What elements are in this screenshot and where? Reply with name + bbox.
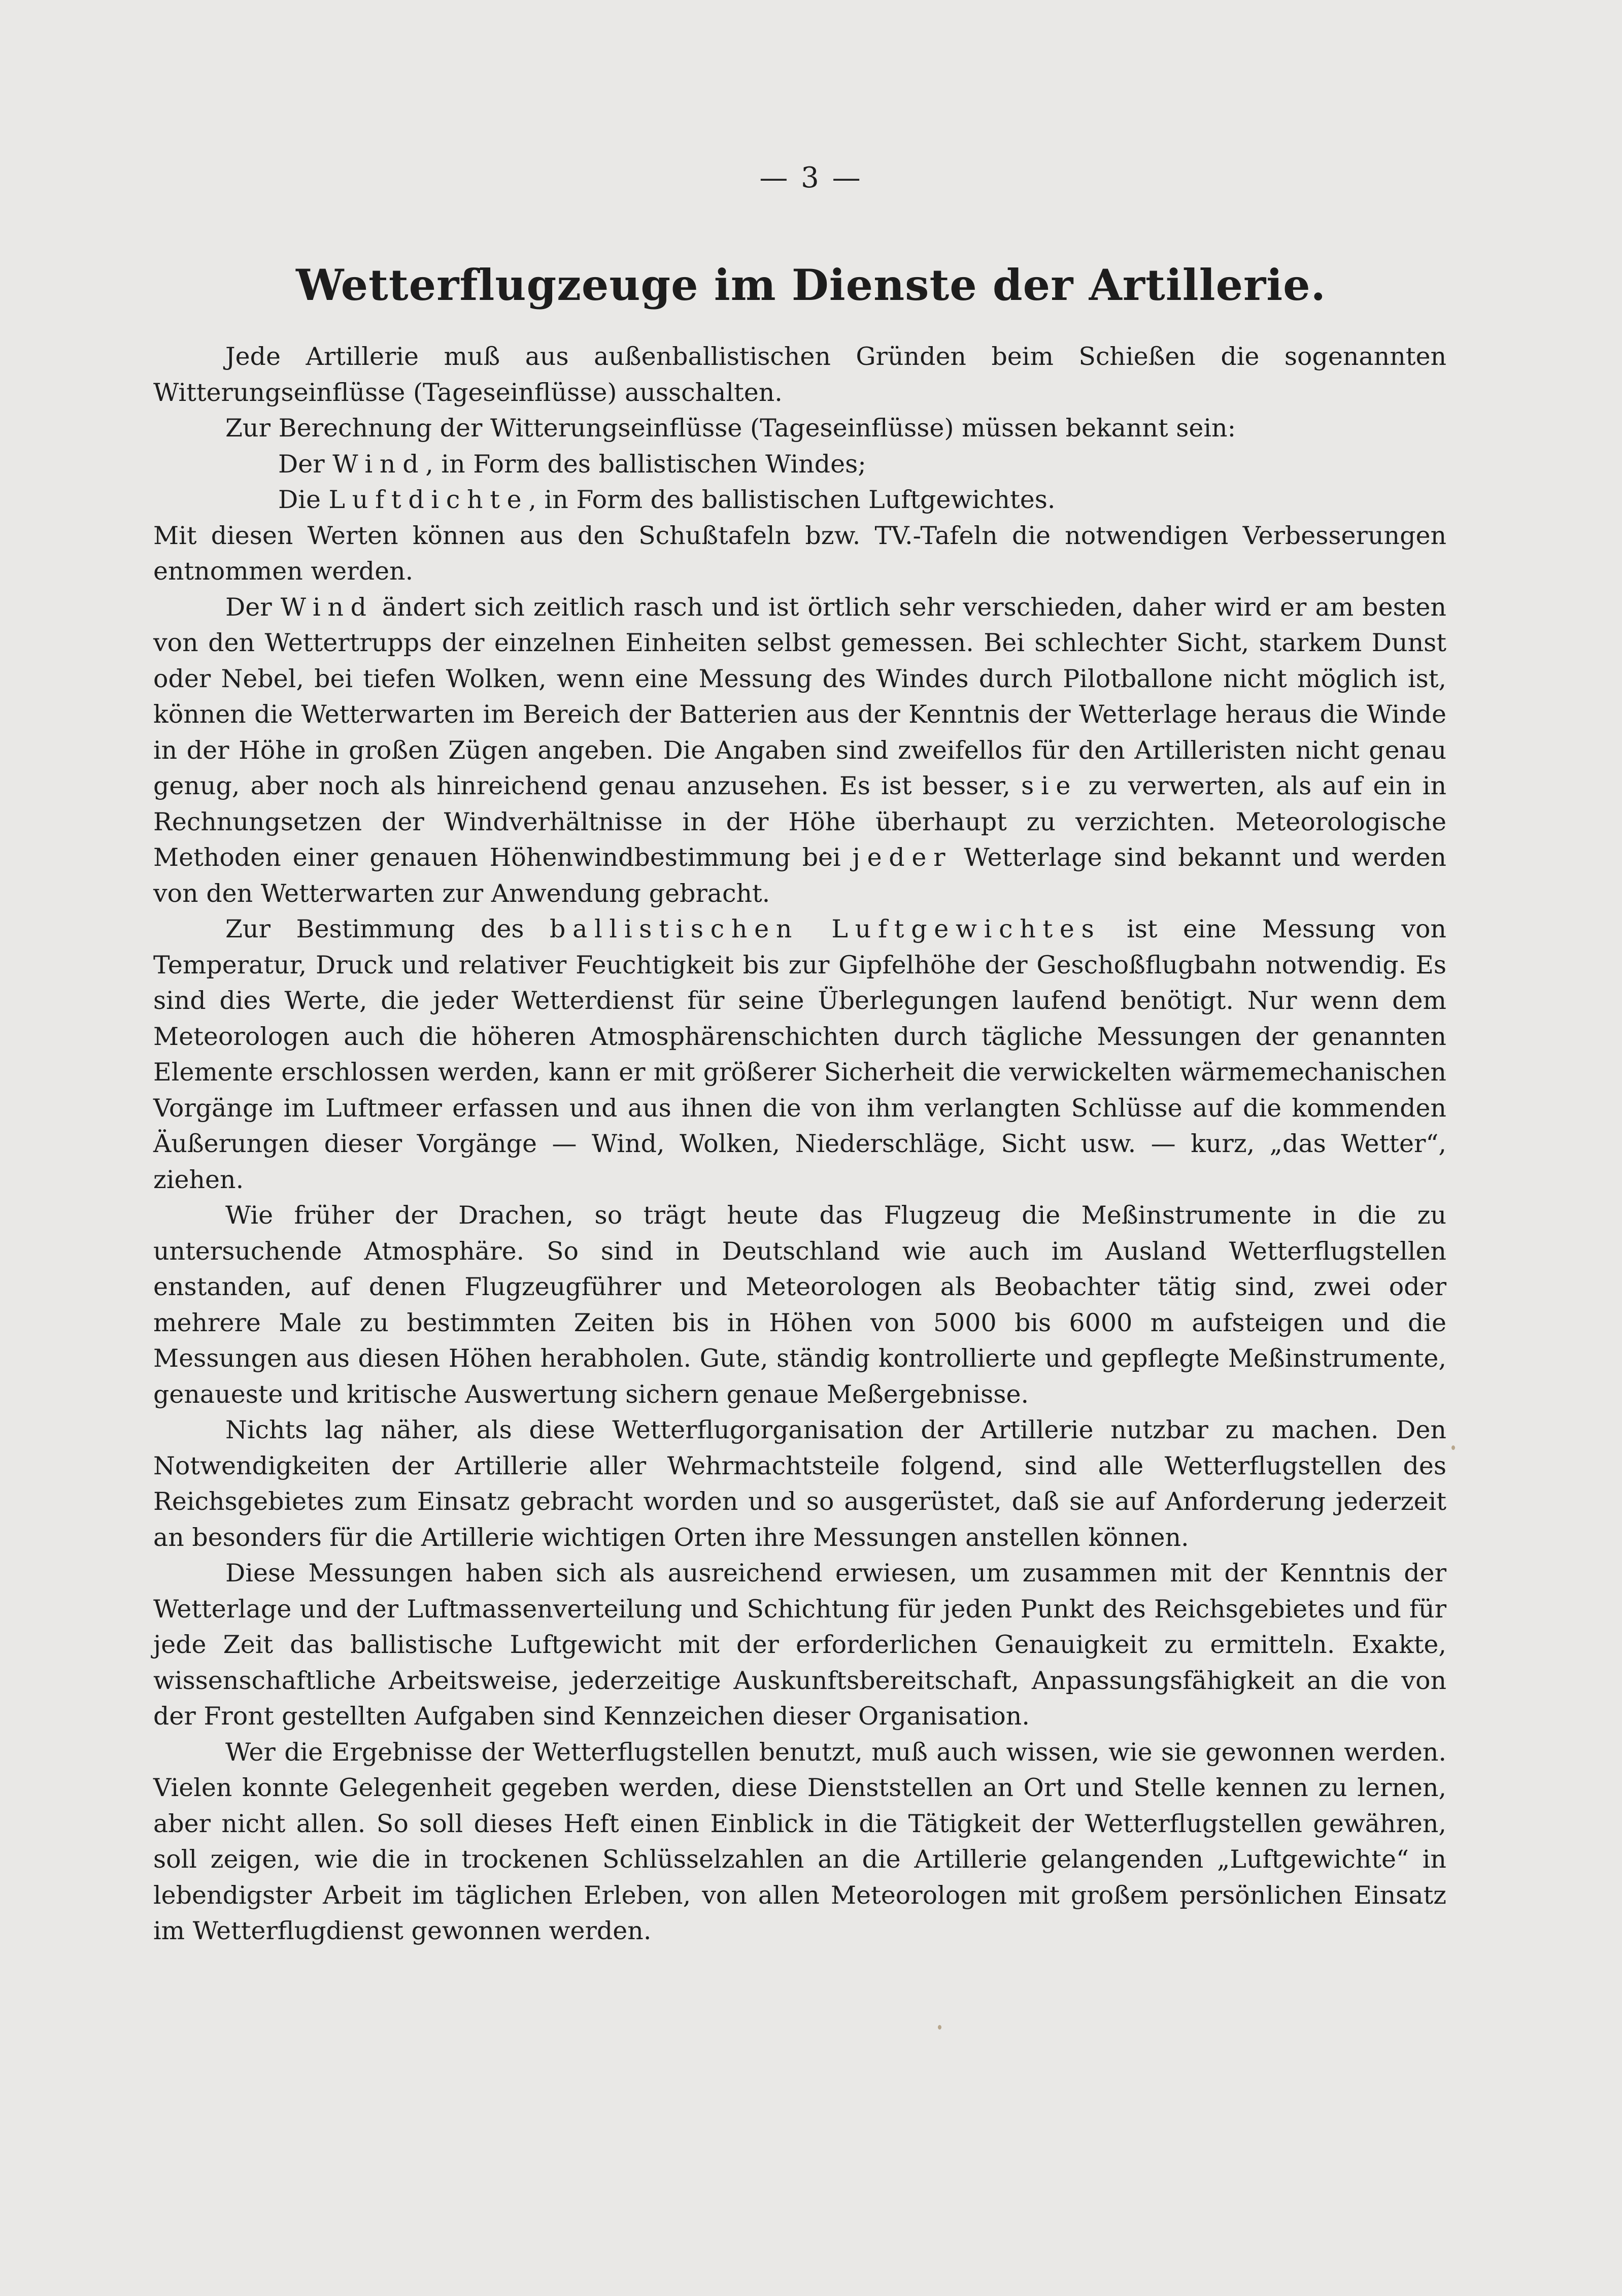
text-run: Der [225,592,281,622]
paper-speck [938,2025,941,2030]
text-run: Nichts lag näher, als diese Wetterflugorganisation der Artillerie nutzbar zu machen. Den Notwendigkeiten der Artillerie aller Wehrmachtsteile folgend, sind alle Wetterflugstellen des Reichsgebietes zum Einsatz gebracht worden und so ausgerüstet, daß sie auf Anforderung jederzeit an besonders für die Artillerie wichtigen Orten ihre Messungen anstellen können. [153,1415,1446,1552]
text-run: Die [278,485,329,514]
text-run: Diese Messungen haben sich als ausreichend erwiesen, um zusammen mit der Kenntnis der Wetterlage und der Luftmassenverteilung und Schichtung für jeden Punkt des Reichsgebietes und für jede Zeit das ballistische Luftgewicht mit der erforderlichen Genauigkeit zu ermitteln. Exakte, wissenschaftliche Arbeitsweise, jederzeitige Auskunftsbereitschaft, Anpassungsfähigkeit an die von der Front gestellten Aufgaben sind Kennzeichen dieser Organisation. [153,1559,1446,1731]
text-run: zu verwerten, als auf ein in Rechnungsetzen der Windverhältnisse in der Höhe überhaupt zu verzichten. Meteorologische Methoden einer genauen Höhenwindbestimmung bei [153,771,1446,872]
list-item [153,482,1446,518]
paragraph [153,1735,1446,1949]
text-run: , in Form des ballistischen Luftgewichtes. [528,485,1056,514]
page-title: Wetterflugzeuge im Dienste der Artillerie. [296,260,1326,310]
emphasized-term: ballistischen Luftgewichtes [550,915,1101,943]
paragraph [153,411,1446,447]
emphasized-term: Wind [280,592,374,622]
text-run: Mit diesen Werten können aus den Schußtafeln bzw. TV.-Tafeln die notwendigen Verbesserungen entnommen werden. [153,521,1446,586]
text-run: Zur Berechnung der Witterungseinflüsse (Tageseinflüsse) müssen bekannt sein: [225,414,1236,443]
paragraph [153,518,1446,590]
emphasized-term: Luftdichte [328,485,529,514]
emphasized-term: Wind [332,449,426,479]
emphasized-term: sie [1021,771,1078,800]
body-text [153,339,1446,1949]
text-run: ändert sich zeitlich rasch und ist örtlich sehr verschieden, daher wird er am besten von den Wettertrupps der einzelnen Einheiten selbst gemessen. Bei schlechter Sicht, starkem Dunst oder Nebel, bei tiefen Wolken, wenn eine Messung des Windes durch Pilotballone nicht möglich ist, können die Wetterwarten im Bereich der Batterien aus der Kenntnis der Wetterlage heraus die Winde in der Höhe in großen Zügen angeben. Die Angaben sind zweifellos für den Artilleristen nicht genau genug, aber noch als hinreichend genau anzusehen. Es ist besser, [153,592,1446,800]
paragraph [153,911,1446,1198]
text-run: Wer die Ergebnisse der Wetterflugstellen benutzt, muß auch wissen, wie sie gewonnen werden. Vielen konnte Gelegenheit gegeben werden, diese Dienststellen an Ort und Stelle kennen zu lernen, aber nicht allen. So soll dieses Heft einen Einblick in die Tätigkeit der Wetterflugstellen gewähren, soll zeigen, wie die in trockenen Schlüsselzahlen an die Artillerie gelangenden „Luftgewichte“ in lebendigster Arbeit im täglichen Erleben, von allen Meteorologen mit großem persönlichen Einsatz im Wetterflugdienst gewonnen werden. [153,1737,1446,1945]
text-run: Der [278,449,333,479]
paper-speck [1451,1445,1455,1450]
text-run: ist eine Messung von Temperatur, Druck und relativer Feuchtigkeit bis zur Gipfelhöhe der Geschoßflugbahn notwendig. Es sind dies Werte, die jeder Wetterdienst für seine Überlegungen laufend benötigt. Nur wenn dem Meteorologen auch die höheren Atmosphärenschichten durch tägliche Messungen der genannten Elemente erschlossen werden, kann er mit größerer Sicherheit die verwickelten wärmemechanischen Vorgänge im Luftmeer erfassen und aus ihnen die von ihm verlangten Schlüsse auf die kommenden Äußerungen dieser Vorgänge — Wind, Wolken, Niederschläge, Sicht usw. — kurz, „das Wetter“, ziehen. [153,915,1446,1194]
text-run: Wetterlage sind bekannt und werden von den Wetterwarten zur Anwendung gebracht. [153,843,1446,908]
text-run: , in Form des ballistischen Windes; [425,449,866,479]
paragraph [153,590,1446,912]
emphasized-term: jeder [852,843,953,872]
text-run: Zur Bestimmung des [225,915,550,943]
list-item [153,447,1446,483]
paragraph [153,339,1446,411]
paragraph [153,1198,1446,1412]
text-run: Jede Artillerie muß aus außenballistischen Gründen beim Schießen die sogenannten Witterungseinflüsse (Tageseinflüsse) ausschalten. [153,342,1446,407]
text-run: Wie früher der Drachen, so trägt heute das Flugzeug die Meßinstrumente in die zu untersuchende Atmosphäre. So sind in Deutschland wie auch im Ausland Wetterflugstellen enstanden, auf denen Flugzeugführer und Meteorologen als Beobachter tätig sind, zwei oder mehrere Male zu bestimmten Zeiten bis in Höhen von 5000 bis 6000 m aufsteigen und die Messungen aus diesen Höhen herabholen. Gute, ständig kontrollierte und gepflegte Meßinstrumente, genaueste und kritische Auswertung sichern genaue Meßergebnisse. [153,1201,1446,1409]
page-number: — 3 — [759,161,863,194]
paragraph [153,1556,1446,1735]
paragraph [153,1412,1446,1556]
